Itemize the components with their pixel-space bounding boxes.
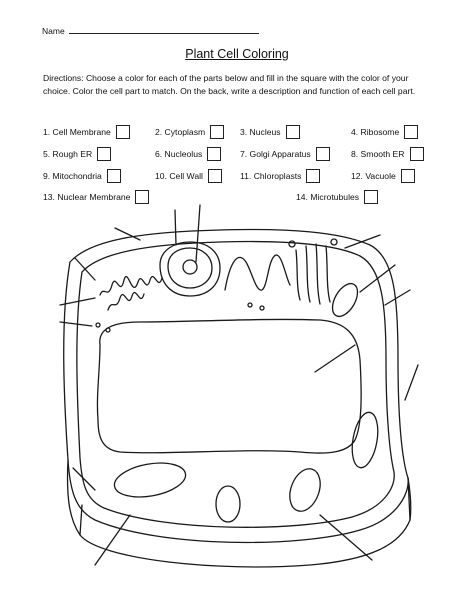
part-label: 1. Cell Membrane	[43, 127, 111, 137]
leader-line	[315, 345, 355, 372]
smooth-er	[225, 255, 290, 290]
vacuole-outline	[97, 319, 361, 453]
ribosome	[260, 306, 264, 310]
golgi-apparatus-2	[306, 246, 310, 302]
golgi-apparatus-3	[316, 244, 320, 304]
mitochondrion-1	[216, 486, 240, 522]
nucleus-inner	[168, 248, 212, 288]
leader-line	[360, 265, 395, 292]
part-label: 8. Smooth ER	[351, 149, 405, 159]
mitochondrion-2	[284, 465, 325, 516]
directions-text: Directions: Choose a color for each of the parts below and fill in the square with the color of your choice. Color the cell part to match. On the back, write a description and function of each cell part.	[43, 73, 416, 96]
golgi-vesicle	[289, 241, 295, 247]
nucleolus	[183, 260, 197, 274]
rough-er	[100, 277, 162, 295]
part-label: 13. Nuclear Membrane	[43, 192, 131, 202]
leader-line	[73, 468, 95, 490]
leader-line	[405, 365, 418, 400]
part-label: 2. Cytoplasm	[155, 127, 206, 137]
cell-wall-top-face	[64, 230, 408, 543]
chloroplast-lower-left	[112, 458, 188, 502]
part-label: 14. Microtubules	[296, 192, 360, 202]
part-label: 9. Mitochondria	[43, 171, 102, 181]
chloroplast-upper	[327, 279, 362, 320]
part-label: 3. Nucleus	[240, 127, 281, 137]
golgi-apparatus-4	[326, 246, 330, 302]
golgi-vesicle	[331, 239, 337, 245]
part-label: 4. Ribosome	[351, 127, 400, 137]
part-label: 11. Chloroplasts	[240, 171, 302, 181]
leader-line	[75, 258, 95, 280]
part-label: 7. Golgi Apparatus	[240, 149, 311, 159]
part-label: 5. Rough ER	[43, 149, 93, 159]
ribosome	[96, 323, 100, 327]
name-label: Name	[42, 26, 65, 36]
rough-er-2	[108, 293, 144, 310]
part-label: 12. Vacuole	[351, 171, 396, 181]
part-label: 10. Cell Wall	[155, 171, 203, 181]
leader-line	[385, 290, 410, 305]
page-title: Plant Cell Coloring	[185, 47, 289, 61]
leader-line	[175, 210, 176, 245]
chloroplast-right	[348, 410, 381, 469]
golgi-apparatus-1	[296, 250, 300, 300]
leader-line	[196, 205, 200, 262]
part-label: 6. Nucleolus	[155, 149, 203, 159]
leader-line	[345, 235, 380, 248]
ribosome	[248, 303, 252, 307]
ribosome	[106, 328, 110, 332]
